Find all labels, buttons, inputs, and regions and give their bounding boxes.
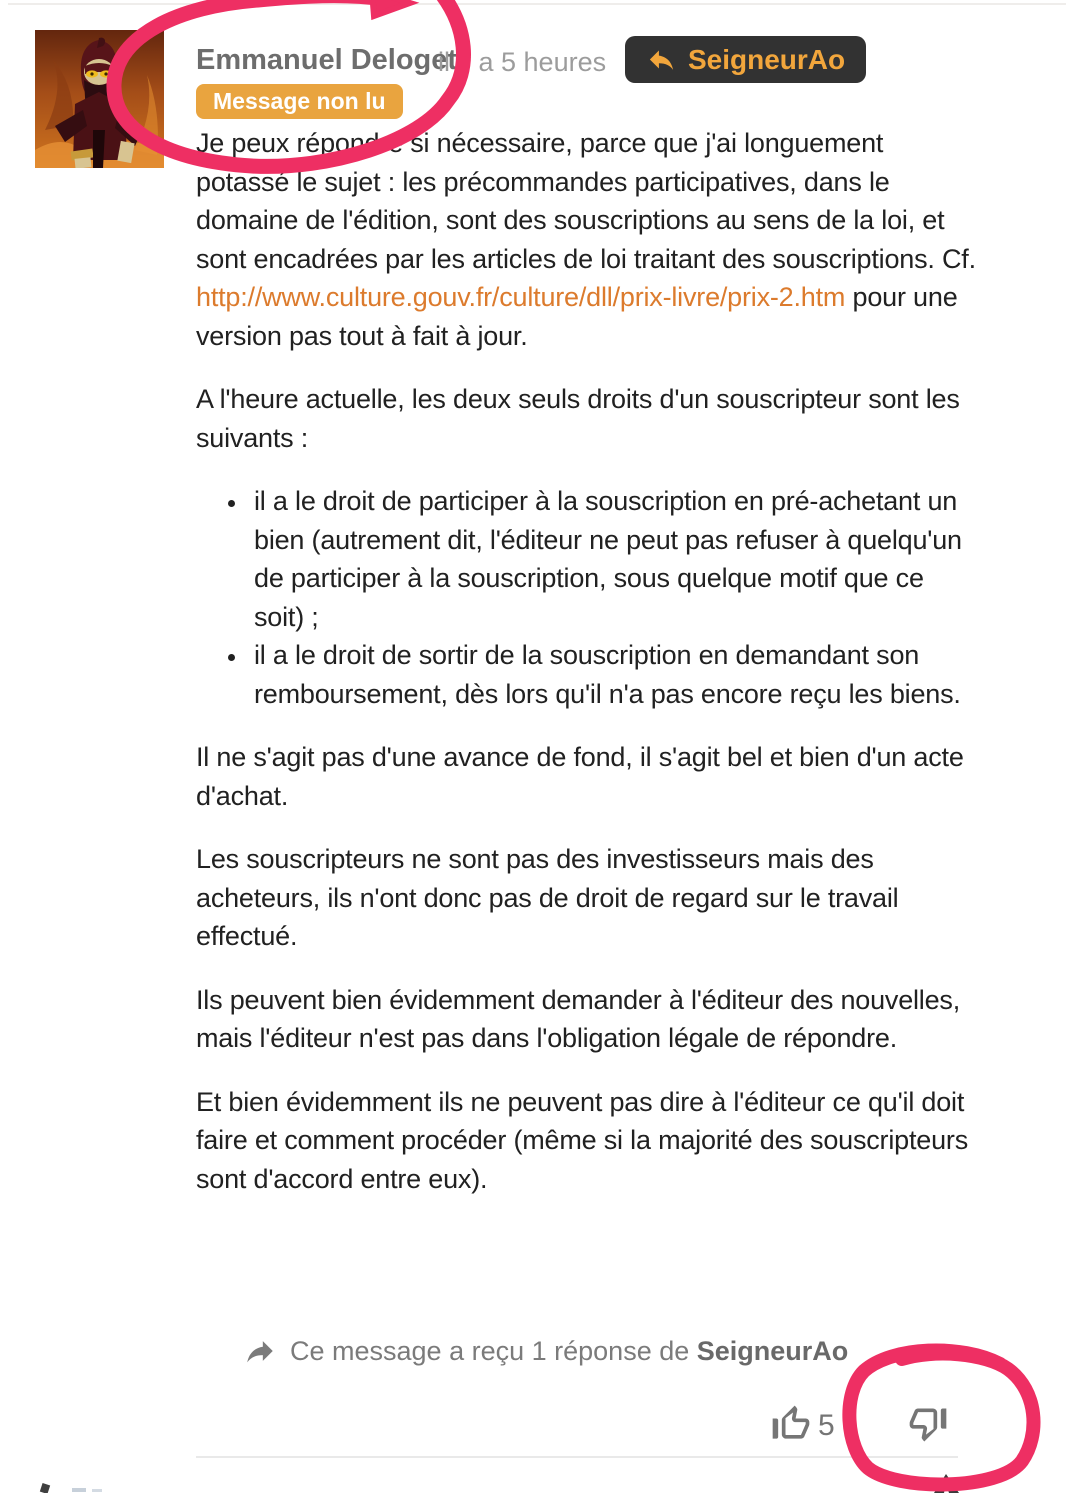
like-count: 5	[818, 1409, 835, 1442]
post-timestamp: il y a 5 heures	[438, 47, 607, 77]
reply-info-prefix: Ce message a reçu 1 réponse de	[290, 1335, 697, 1366]
paragraph-text: pour une version pas tout à fait à jour.	[196, 282, 958, 351]
paragraph: Et bien évidemment ils ne peuvent pas dire à l'éditeur ce qu'il doit faire et comment procéder (même si la majorité des souscripteurs sont d'accord entre eux).	[196, 1086, 968, 1194]
paragraph: Ils peuvent bien évidemment demander à l'éditeur des nouvelles, mais l'éditeur n'est pas dans l'obligation légale de répondre.	[196, 984, 961, 1053]
partial-bottom-mark	[72, 1488, 86, 1492]
paragraph: Il ne s'agit pas d'une avance de fond, il s'agit bel et bien d'un acte d'achat.	[196, 742, 964, 811]
paragraph-text: Je peux répondre si nécessaire, parce que j'ai longuement potassé le sujet : les précommandes participatives, dans le domaine de l'édition, sont des souscriptions au sens de la loi, et sont encadrées par les articles de loi traitant des souscriptions. Cf.	[196, 128, 976, 274]
external-link[interactable]: http://www.culture.gouv.fr/culture/dll/prix-livre/prix-2.htm	[196, 282, 846, 312]
author-name[interactable]: Emmanuel Deloget	[196, 44, 458, 76]
reply-to-button-label: SeigneurAo	[688, 43, 846, 75]
partial-bottom-mark	[92, 1489, 102, 1492]
list-item: • il a le droit de participer à la souscription en pré-achetant un bien (autrement dit, l'éditeur ne peut pas refuser à quelqu'un de participer à la souscription, sous quelque motif que ce soit) ;	[248, 482, 980, 636]
reply-info-author: SeigneurAo	[696, 1335, 849, 1366]
paragraph: Les souscripteurs ne sont pas des investisseurs mais des acheteurs, ils n'ont donc pas de droit de regard sur le travail effectué.	[196, 844, 899, 951]
unread-badge: Message non lu	[196, 84, 403, 119]
list-item: • il a le droit de sortir de la souscription en demandant son remboursement, dès lors qu'il n'a pas encore reçu les biens.	[248, 636, 980, 713]
paragraph: A l'heure actuelle, les deux seuls droits d'un souscripteur sont les suivants :	[196, 384, 960, 453]
